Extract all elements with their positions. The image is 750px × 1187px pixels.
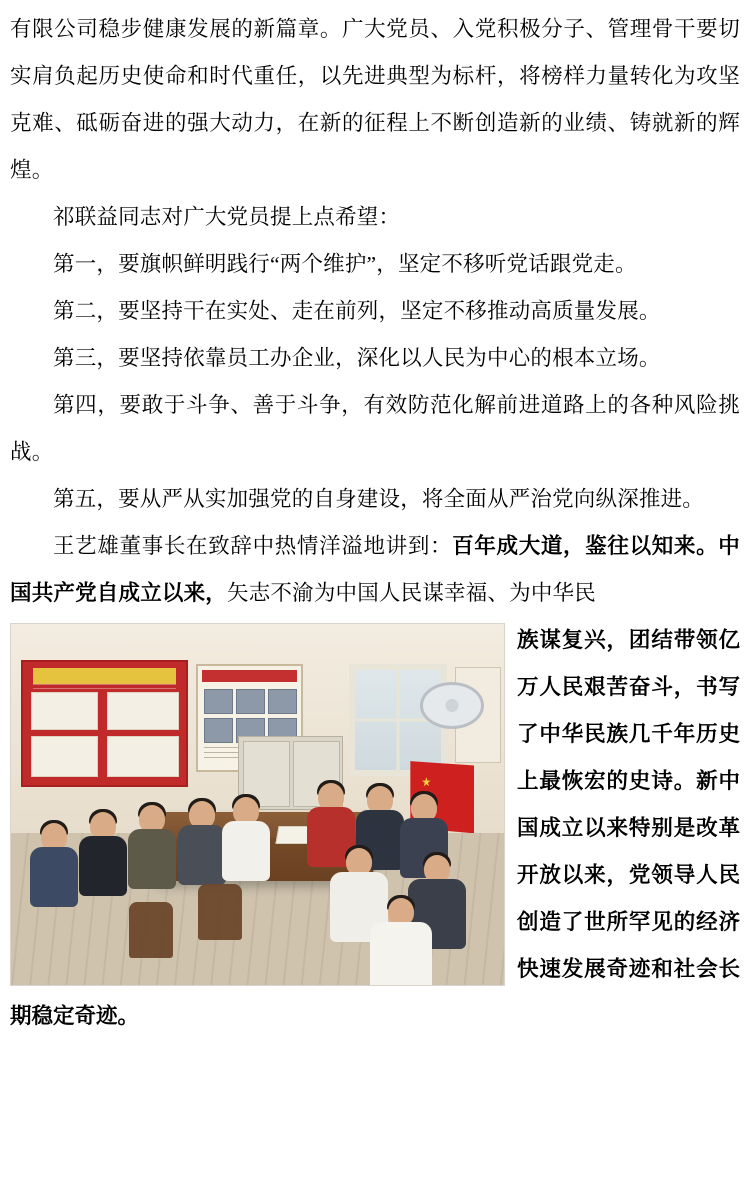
person-1 xyxy=(26,823,82,923)
photo-thumb-1 xyxy=(204,689,233,714)
wall-fan-icon xyxy=(420,682,484,729)
board-panel-2 xyxy=(107,692,179,731)
wooden-chair-1 xyxy=(198,884,242,940)
paragraph-7: 第五，要从严从实加强党的自身建设，将全面从严治党向纵深推进。 xyxy=(53,487,705,511)
person-11 xyxy=(366,898,436,986)
paragraph-1: 有限公司稳步健康发展的新篇章。广大党员、入党积极分子、管理骨干要切实肩负起历史使命和时代重任，以先进典型为标杆，将榜样力量转化为攻坚克难、砥砺奋进的强大动力，在新的征程上不断创造新的业绩、铸就新的辉煌。 xyxy=(10,17,740,182)
paragraph-8-rest: 矢志不渝为中国人民谋幸福、为中华民 xyxy=(227,581,596,605)
paragraph-9-wrapped: 族谋复兴，团结带领亿万人民艰苦奋斗，书写了中华民族几千年历史上最恢宏的史诗。新中国成立以来特别是改革开放以来，党领导人民创造了世所罕见的经济快速发展奇迹和社会长期稳定奇迹。 xyxy=(10,628,740,1028)
figure-text-wrap-block xyxy=(10,617,740,1040)
board-panel-1 xyxy=(31,692,98,731)
board-panel-4 xyxy=(107,736,179,777)
paragraph-2: 祁联益同志对广大党员提上点希望： xyxy=(53,205,401,229)
person-2 xyxy=(75,812,131,912)
board-subtitle-lines xyxy=(33,684,176,689)
paragraph-5: 第三，要坚持依靠员工办企业，深化以人民为中心的根本立场。 xyxy=(53,346,661,370)
party-display-board xyxy=(21,660,188,787)
person-body xyxy=(128,829,176,889)
paragraph-6: 第四，要敢于斗争、善于斗争，有效防范化解前进道路上的各种风险挑战。 xyxy=(10,393,740,464)
photo-thumb-4 xyxy=(204,718,233,743)
paragraph-8-bold: 百年成大道，鉴往以知来。中国共产党自成立以来， xyxy=(10,534,740,605)
paragraph-4: 第二，要坚持干在实处、走在前列，坚定不移推动高质量发展。 xyxy=(53,299,661,323)
person-body xyxy=(370,922,432,986)
board-panel-3 xyxy=(31,736,98,777)
flag-star-icon xyxy=(422,777,431,787)
person-body xyxy=(79,836,127,896)
photo-scene xyxy=(11,624,504,985)
photo-wall-header xyxy=(202,670,297,683)
photo-thumb-3 xyxy=(268,689,297,714)
paragraph-8-mixed xyxy=(10,523,740,617)
wooden-chair-2 xyxy=(129,902,173,958)
board-title-banner xyxy=(33,668,176,684)
person-body xyxy=(30,847,78,907)
paragraph-3: 第一，要旗帜鲜明践行“两个维护”，坚定不移听党话跟党走。 xyxy=(53,252,637,276)
person-5 xyxy=(218,797,274,897)
person-body xyxy=(222,821,270,881)
paragraph-8-lead: 王艺雄董事长在致辞中热情洋溢地讲到： xyxy=(53,534,453,558)
photo-thumb-2 xyxy=(236,689,265,714)
person-3 xyxy=(124,805,180,905)
meeting-photo xyxy=(10,623,505,986)
